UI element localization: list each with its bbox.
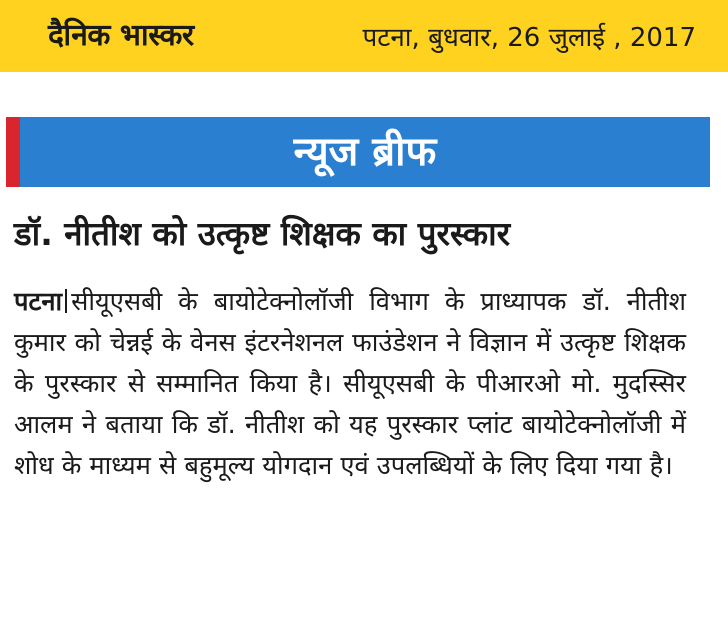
section-title: न्यूज ब्रीफ <box>293 129 437 175</box>
dateline: पटना, बुधवार, 26 जुलाई , 2017 <box>362 23 696 53</box>
dateline-separator <box>65 289 67 313</box>
article-headline: डॉ. नीतीश को उत्कृष्ट शिक्षक का पुरस्कार <box>14 214 511 253</box>
newspaper-logo: दैनिक भास्कर <box>48 18 194 53</box>
dateline-place: पटना <box>14 287 63 317</box>
article-body <box>14 282 686 487</box>
section-banner <box>6 117 710 187</box>
article-text: सीयूएसबी के बायोटेक्नोलॉजी विभाग के प्राध्यापक डॉ. नीतीश कुमार को चेन्नई के वेनस इंटरनेशनल फाउंडेशन ने विज्ञान में उत्कृष्ट शिक्षक के पुरस्कार से सम्मानित किया है। सीयूएसबी के पीआरओ मो. मुदस्सिर आलम ने बताया कि डॉ. नीतीश को यह पुरस्कार प्लांट बायोटेक्नोलॉजी में शोध के माध्यम से बहुमूल्य योगदान एवं उपलब्धियों के लिए दिया गया है। <box>14 287 686 481</box>
masthead <box>0 0 728 72</box>
banner-accent-bar <box>6 117 20 187</box>
